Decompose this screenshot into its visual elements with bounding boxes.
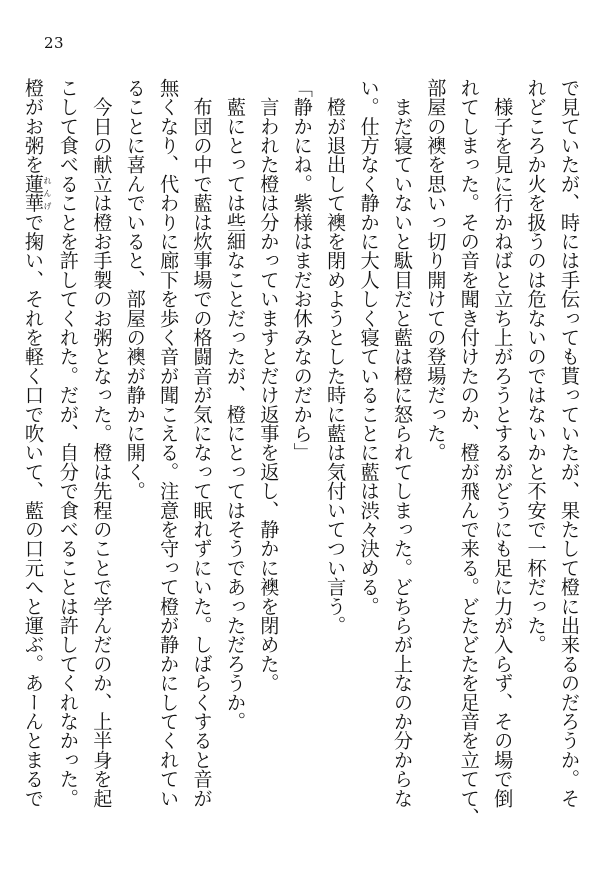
ruby-reading: れんげ: [43, 174, 52, 213]
text-line-15: 今日の献立は橙お手製のお粥となった。橙は先程のことで学んだのか、上半身を起: [90, 78, 114, 808]
text-line-9: 「静かにね。紫様はまだお休みなのだから」: [290, 78, 314, 462]
text-line-8: 橙が退出して襖を閉めようとした時に藍は気付いてつい言う。: [324, 78, 348, 635]
text-line-5: 部屋の襖を思いっ切り開けての登場だった。: [424, 78, 448, 462]
furigana-renge: [22, 174, 52, 213]
text-line-4: れてしまった。その音を聞き付けたのか、橙が飛んで来る。どたどたを足音を立てて、: [457, 78, 481, 827]
text-line-1: で見ていたが、時には手伝っても貰っていたが、果たして橙に出来るのだろうか。そ: [558, 78, 581, 808]
text-line-12: 布団の中で藍は炊事場での格闘音が気になって眠れずにいた。しばらくすると音が: [190, 78, 214, 808]
text-line-14: ることに喜んでいると、部屋の襖が静かに開く。: [123, 78, 147, 501]
text-line-11: 藍にとっては些細なことだったが、橙にとってはそうであっただろうか。: [223, 78, 247, 731]
text-line-16: こして食べることを許してくれた。だが、自分で食べることは許してくれなかった。: [56, 78, 80, 808]
vertical-text-block: [22, 78, 586, 858]
text-line-17-prefix: 橙がお粥を: [22, 78, 45, 174]
text-line-6: まだ寝ていないと駄目だと藍は橙に怒られてしまった。どちらが上なのか分からな: [390, 78, 414, 808]
text-line-3: 様子を見に行かねばと立ち上がろうとするがどうにも足に力が入らず、その場で倒: [491, 78, 515, 808]
text-line-10: 言われた橙は分かっていますとだけ返事を返し、静かに襖を閉めた。: [257, 78, 281, 693]
text-line-13: 無くなり、代わりに廊下を歩く音が聞こえる。注意を守って橙が静かにしてくれてい: [157, 78, 181, 808]
text-line-17: [17, 78, 52, 858]
ruby-base: 蓮華: [22, 174, 45, 213]
text-line-17-suffix: で掬い、それを軽く口で吹いて、藍の口元へと運ぶ。あーんとまるで: [22, 212, 45, 808]
text-line-2: れどころか火を扱うのは危ないのではないかと不安で一杯だった。: [524, 78, 548, 654]
page-number: 23: [44, 34, 65, 52]
text-line-7: い。仕方なく静かに大人しく寝ていることに藍は渋々決める。: [357, 78, 381, 616]
